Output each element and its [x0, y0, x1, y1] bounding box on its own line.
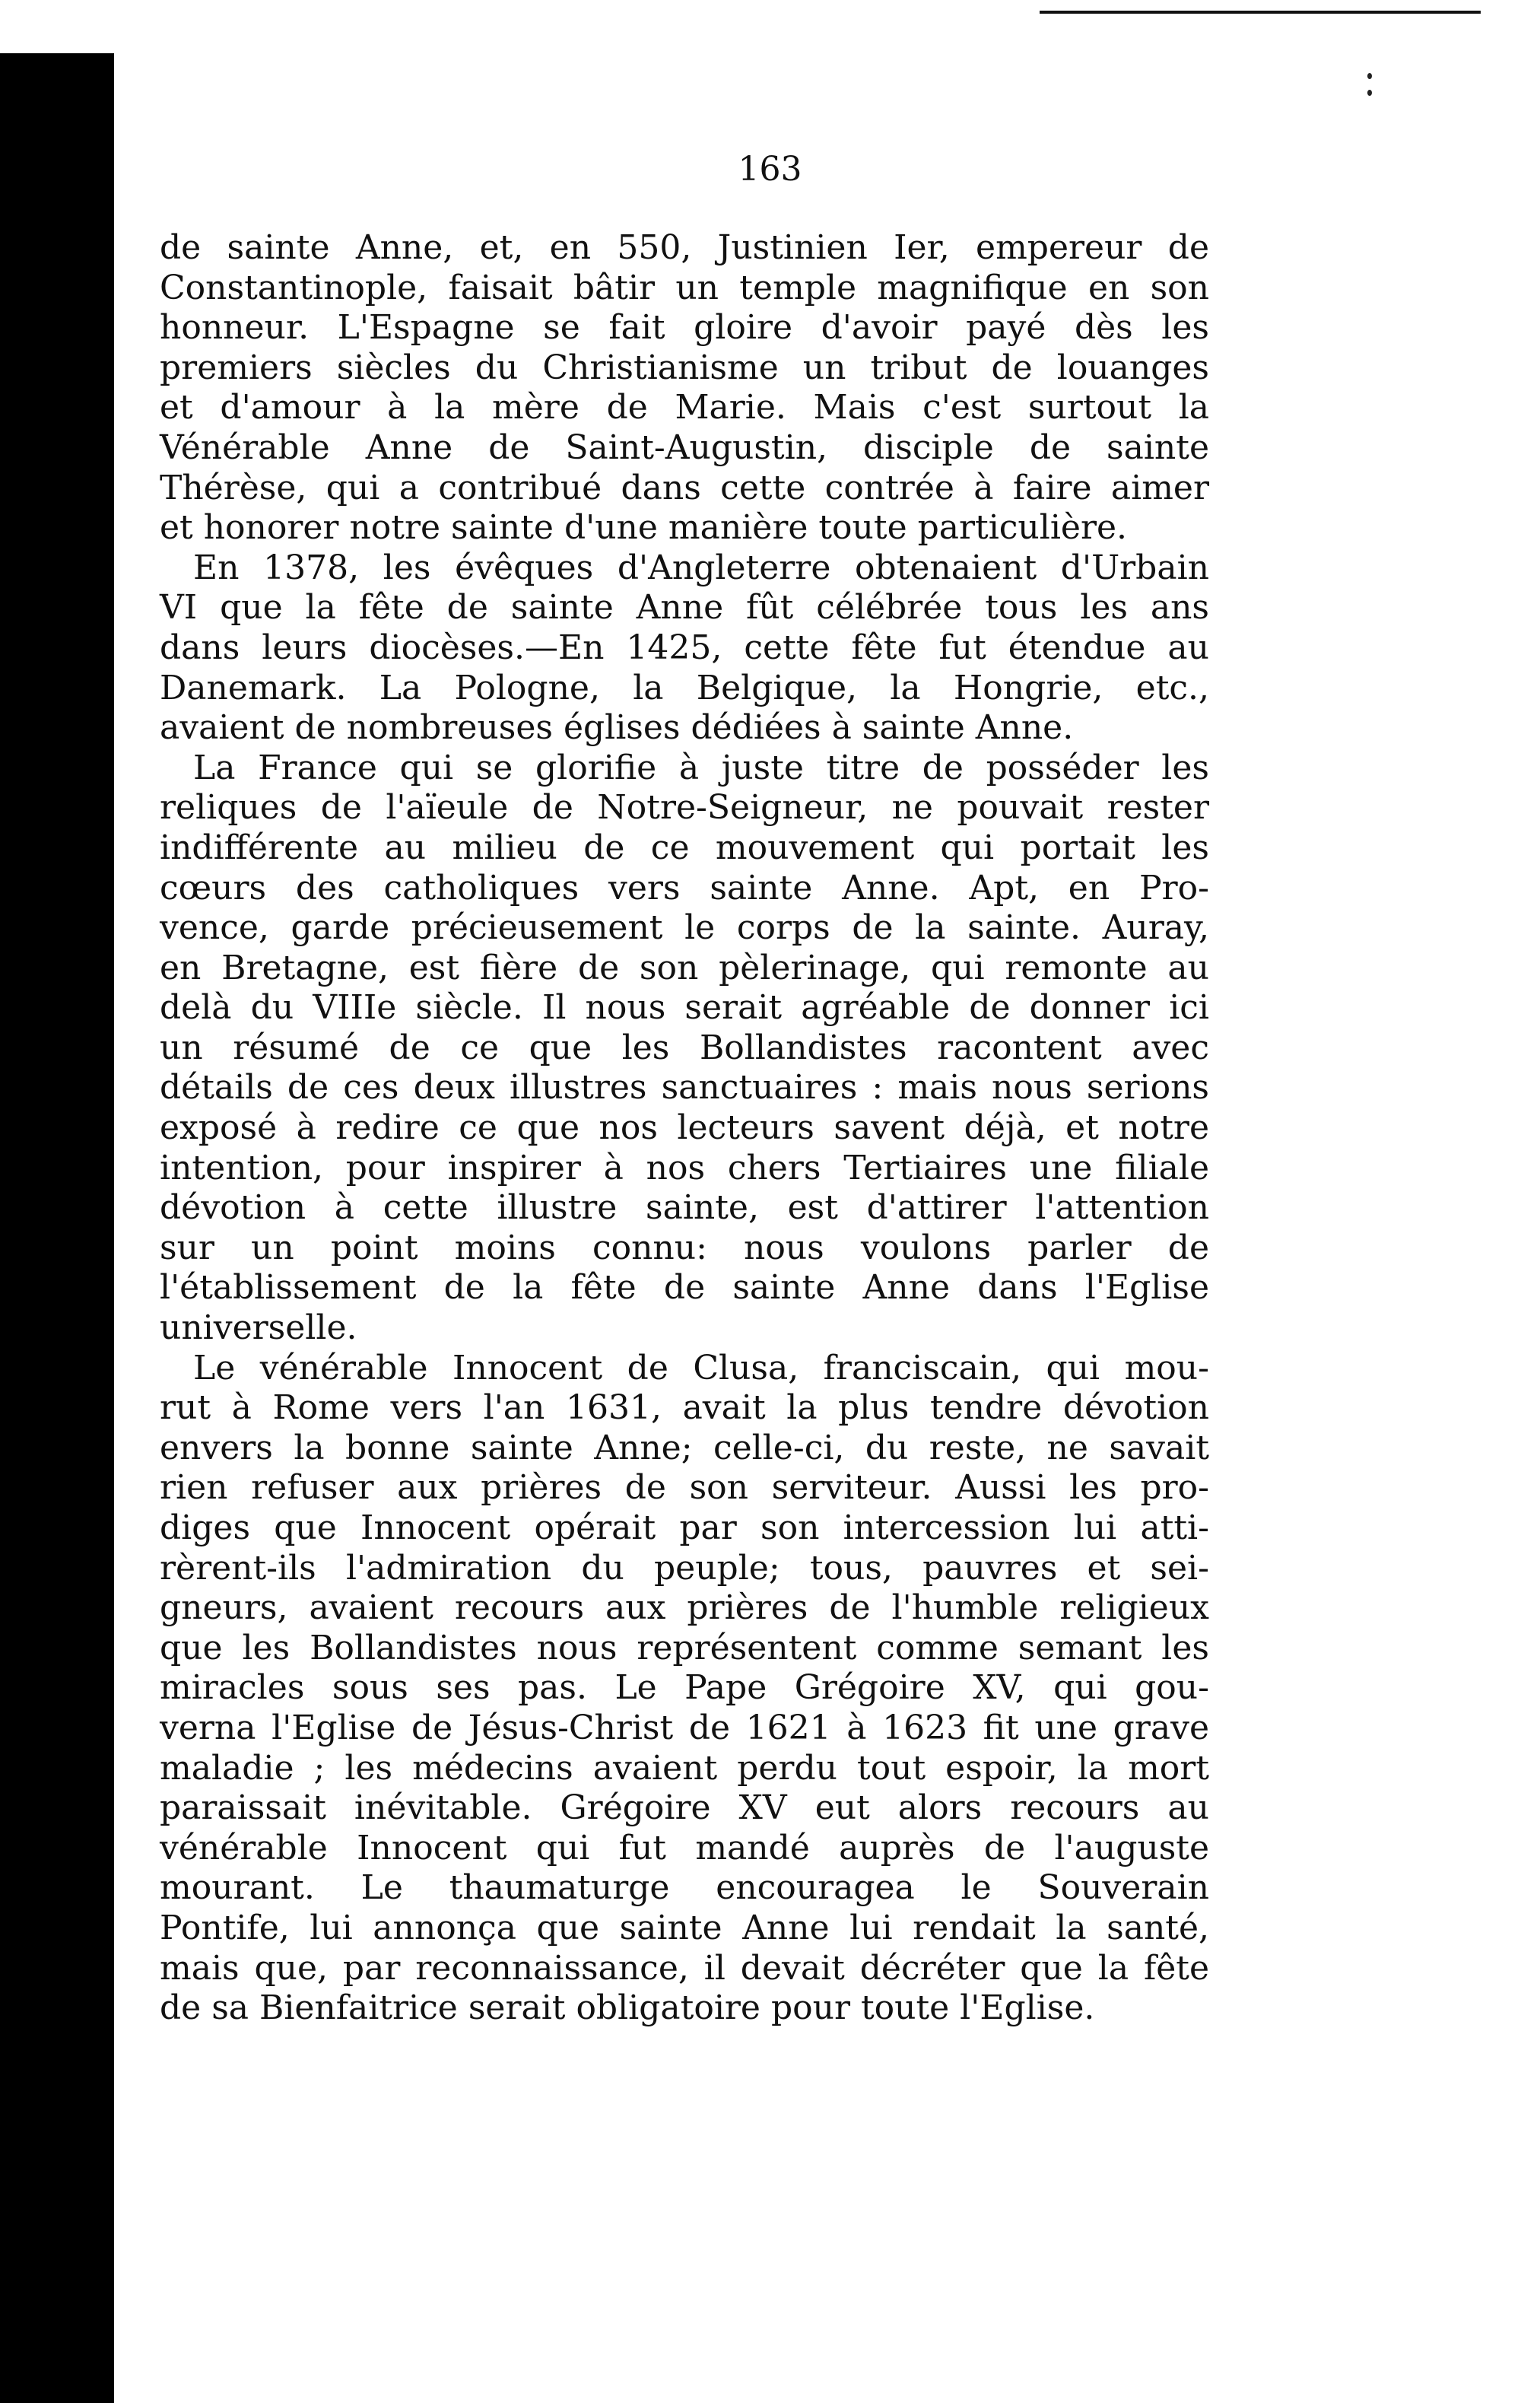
text-line: et honorer notre sainte d'une manière toute particulière.: [160, 508, 1128, 548]
text-line: et d'amour à la mère de Marie. Mais c'est surtout la: [160, 388, 1209, 428]
text-line: détails de ces deux illustres sanctuaires : mais nous serions: [160, 1068, 1209, 1108]
text-line: de sa Bienfaitrice serait obligatoire pour toute l'Eglise.: [160, 1988, 1095, 2028]
text-line: l'établissement de la fête de sainte Anne dans l'Eglise: [160, 1268, 1209, 1308]
scan-speck: [1367, 90, 1372, 96]
text-line: En 1378, les évêques d'Angleterre obtenaient d'Urbain: [193, 548, 1209, 587]
text-line: dans leurs diocèses.—En 1425, cette fête fut étendue au: [160, 628, 1209, 667]
page-number: 163: [738, 150, 802, 189]
text-line: cœurs des catholiques vers sainte Anne. Apt, en Pro-: [160, 868, 1209, 907]
text-line: La France qui se glorifie à juste titre de posséder les: [193, 748, 1209, 787]
text-line: un résumé de ce que les Bollandistes racontent avec: [160, 1028, 1209, 1067]
text-line: Danemark. La Pologne, la Belgique, la Hongrie, etc.,: [160, 668, 1209, 707]
text-line: universelle.: [160, 1308, 357, 1348]
text-line: mourant. Le thaumaturge encouragea le Souverain: [160, 1868, 1209, 1908]
text-line: indifférente au milieu de ce mouvement qui portait les: [160, 828, 1209, 867]
text-line: verna l'Eglise de Jésus-Christ de 1621 à 1623 fit une grave: [160, 1708, 1209, 1747]
scan-top-rule: [1040, 11, 1481, 14]
text-line: mais que, par reconnaissance, il devait décréter que la fête: [160, 1948, 1209, 1988]
text-line: vénérable Innocent qui fut mandé auprès de l'auguste: [160, 1828, 1209, 1867]
text-line: honneur. L'Espagne se fait gloire d'avoir payé dès les: [160, 308, 1209, 348]
text-line: paraissait inévitable. Grégoire XV eut alors recours au: [160, 1788, 1209, 1828]
text-line: en Bretagne, est fière de son pèlerinage, qui remonte au: [160, 948, 1209, 987]
text-line: dévotion à cette illustre sainte, est d'attirer l'attention: [160, 1188, 1209, 1228]
text-line: rut à Rome vers l'an 1631, avait la plus tendre dévotion: [160, 1388, 1209, 1428]
text-line: rèrent-ils l'admiration du peuple; tous, pauvres et sei-: [160, 1548, 1209, 1588]
text-line: delà du VIIIe siècle. Il nous serait agréable de donner ici: [160, 988, 1209, 1028]
text-line: sur un point moins connu: nous voulons parler de: [160, 1228, 1209, 1267]
text-line: reliques de l'aïeule de Notre-Seigneur, ne pouvait rester: [160, 788, 1209, 828]
text-line: premiers siècles du Christianisme un tribut de louanges: [160, 348, 1209, 387]
text-line: Constantinople, faisait bâtir un temple magnifique en son: [160, 268, 1209, 307]
text-line: miracles sous ses pas. Le Pape Grégoire XV, qui gou-: [160, 1668, 1209, 1708]
text-line: Thérèse, qui a contribué dans cette contrée à faire aimer: [160, 468, 1209, 507]
scan-speck: [1367, 73, 1372, 79]
text-line: vence, garde précieusement le corps de la sainte. Auray,: [160, 908, 1209, 948]
text-line: Pontife, lui annonça que sainte Anne lui rendait la santé,: [160, 1908, 1209, 1947]
text-line: Vénérable Anne de Saint-Augustin, disciple de sainte: [160, 428, 1209, 467]
text-line: diges que Innocent opérait par son intercession lui atti-: [160, 1508, 1209, 1547]
text-line: avaient de nombreuses églises dédiées à sainte Anne.: [160, 708, 1074, 748]
text-line: de sainte Anne, et, en 550, Justinien Ier, empereur de: [160, 228, 1209, 267]
text-line: VI que la fête de sainte Anne fût célébrée tous les ans: [160, 588, 1209, 628]
text-line: envers la bonne sainte Anne; celle-ci, du reste, ne savait: [160, 1428, 1209, 1467]
text-line: exposé à redire ce que nos lecteurs savent déjà, et notre: [160, 1108, 1209, 1148]
scan-edge-shadow: [0, 53, 114, 2403]
text-line: rien refuser aux prières de son serviteur. Aussi les pro-: [160, 1468, 1209, 1508]
text-line: Le vénérable Innocent de Clusa, franciscain, qui mou-: [193, 1348, 1209, 1387]
text-line: maladie ; les médecins avaient perdu tout espoir, la mort: [160, 1748, 1209, 1788]
text-line: intention, pour inspirer à nos chers Tertiaires une filiale: [160, 1148, 1209, 1187]
text-line: gneurs, avaient recours aux prières de l'humble religieux: [160, 1588, 1209, 1628]
text-line: que les Bollandistes nous représentent comme semant les: [160, 1628, 1209, 1667]
page-body: [160, 228, 1209, 2029]
